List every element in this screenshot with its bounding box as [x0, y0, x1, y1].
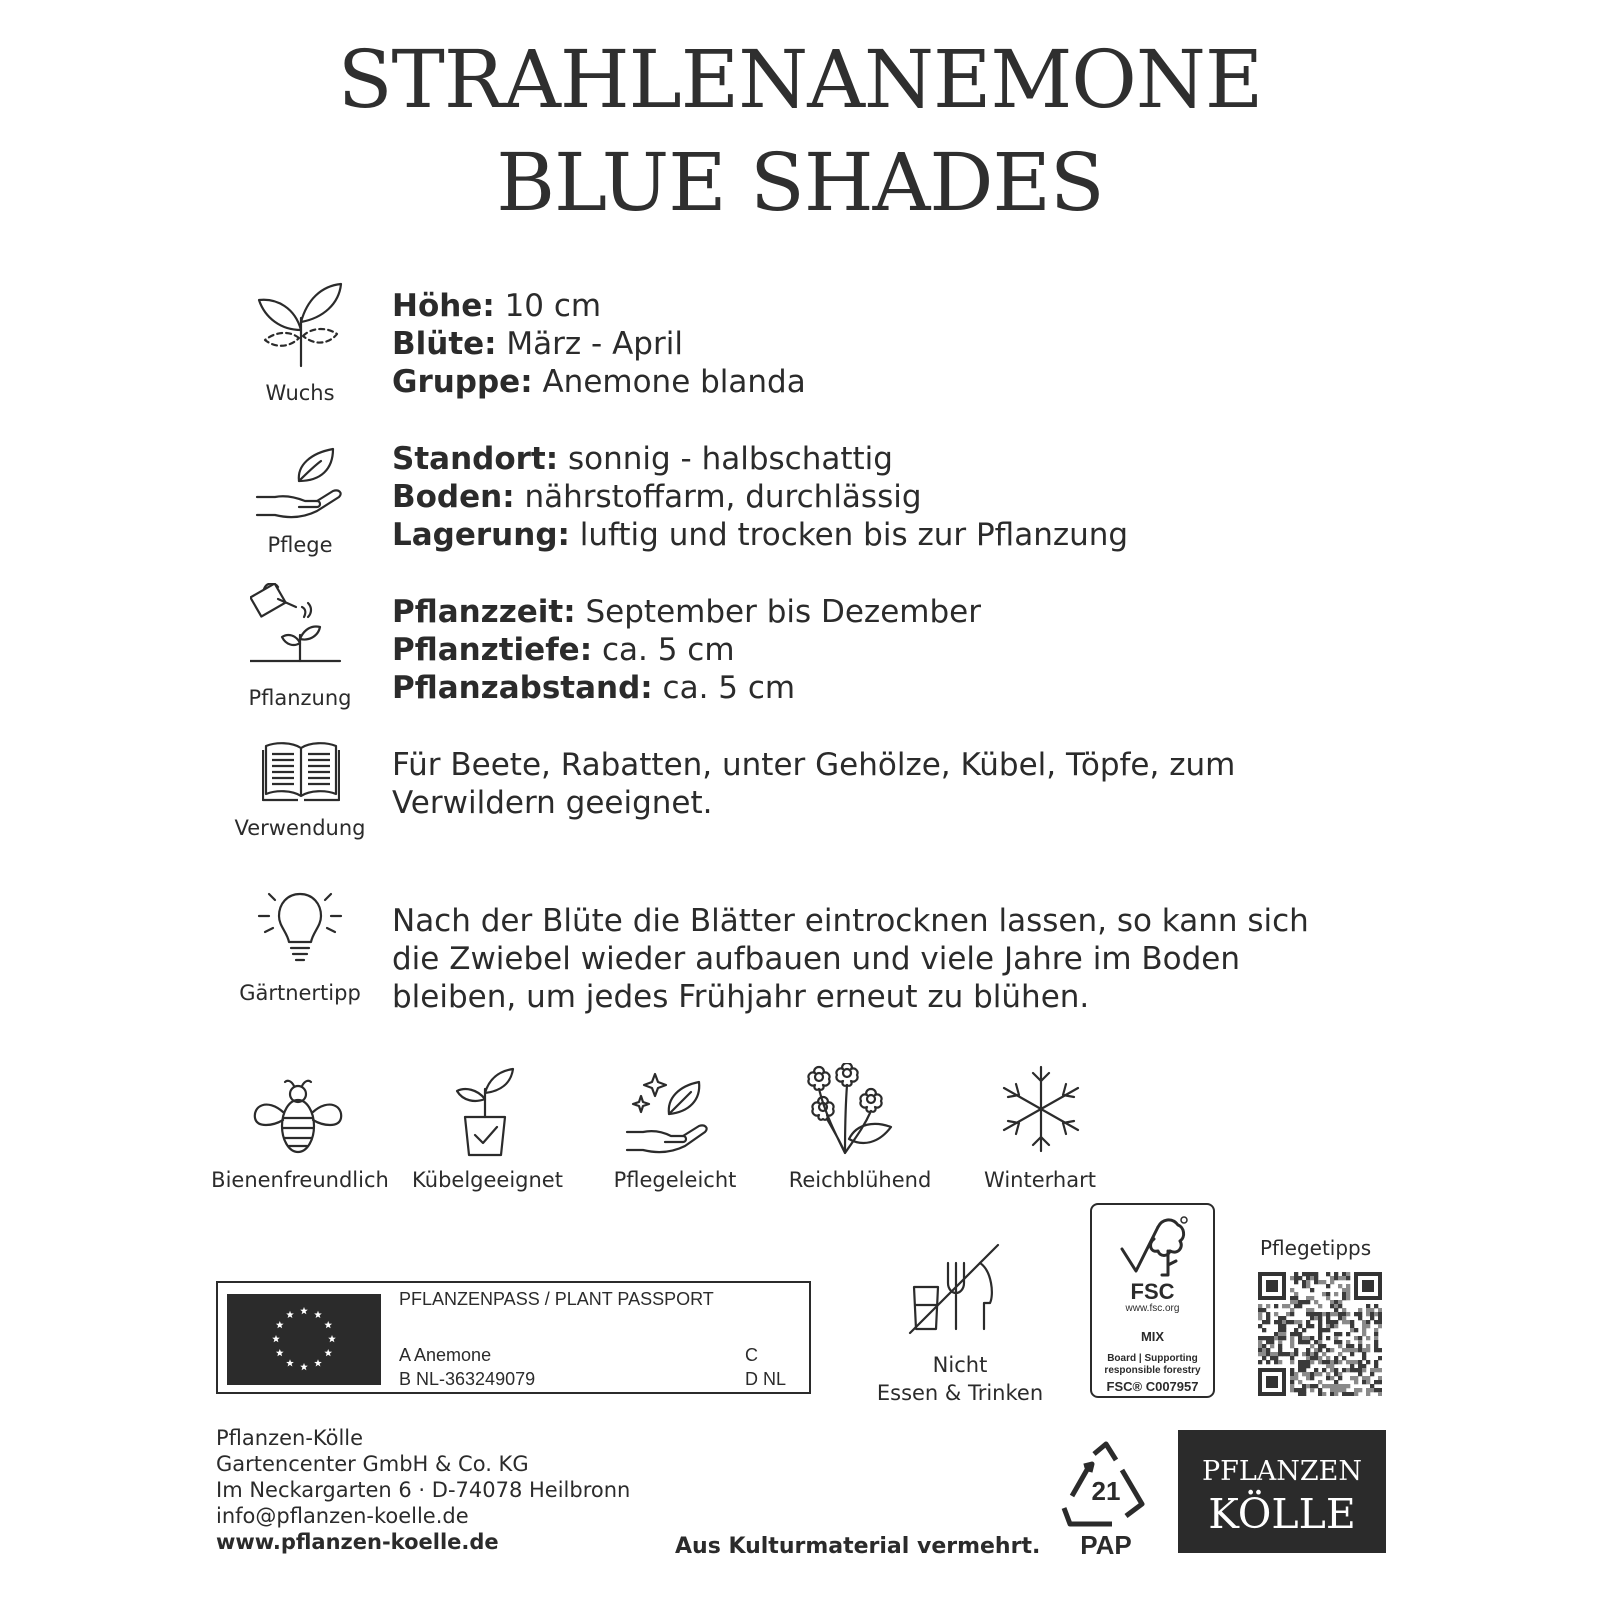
passport-a: A Anemone — [399, 1345, 492, 1365]
brand-logo — [1178, 1430, 1386, 1553]
gaertnertipp-text: Nach der Blüte die Blätter eintrocknen lassen, so kann sich die Zwiebel wieder aufbauen und viele Jahre im Boden bleiben, um jedes Frühjahr erneut zu blühen. — [392, 903, 1309, 1015]
bee-icon — [253, 1078, 343, 1158]
info-row: Standort: sonnig - halbschattig — [392, 441, 893, 477]
fsc-claim2: responsible forestry — [1104, 1365, 1201, 1376]
eu-star-icon — [276, 1349, 284, 1356]
passport-c: C — [745, 1345, 758, 1365]
hand-sparkle-icon — [625, 1068, 710, 1156]
plant-passport — [216, 1281, 811, 1394]
sprout-icon — [255, 278, 345, 368]
potted-plant-icon — [455, 1065, 515, 1157]
info-row: Blüte: März - April — [392, 326, 683, 362]
info-row: Boden: nährstoffarm, durchlässig — [392, 479, 922, 515]
icon-label-pflanzung: Pflanzung — [248, 686, 352, 710]
logo-line2: KÖLLE — [1208, 1490, 1356, 1538]
eu-star-icon — [286, 1359, 294, 1366]
kultur-note: Aus Kulturmaterial vermehrt. — [675, 1534, 1041, 1559]
feature-label: Pflegeleicht — [613, 1168, 737, 1192]
address-line: Pflanzen-Kölle — [216, 1426, 364, 1450]
logo-line1: PFLANZEN — [1201, 1456, 1363, 1487]
warning-line2: Essen & Trinken — [876, 1381, 1044, 1405]
fsc-mix: MIX — [1140, 1329, 1165, 1344]
info-row: Pflanztiefe: ca. 5 cm — [392, 632, 735, 668]
product-title-line2: BLUE SHADES — [496, 136, 1104, 229]
feature-label: Kübelgeeignet — [412, 1168, 563, 1192]
fsc-badge — [1090, 1203, 1215, 1398]
info-wuchs — [392, 287, 806, 401]
eu-star-icon — [324, 1349, 332, 1356]
eu-star-icon — [272, 1335, 280, 1342]
recycle-code: PAP — [1080, 1530, 1132, 1560]
fsc-brand: FSC — [1130, 1279, 1175, 1304]
warning-line1: Nicht — [932, 1353, 988, 1377]
fsc-url: www.fsc.org — [1125, 1303, 1180, 1314]
open-book-icon — [262, 740, 340, 802]
passport-d: D NL — [745, 1369, 787, 1389]
eu-star-icon — [328, 1335, 336, 1342]
eu-star-icon — [314, 1311, 322, 1318]
info-row: Lagerung: luftig und trocken bis zur Pflanzung — [392, 517, 1129, 553]
info-row: Pflanzabstand: ca. 5 cm — [392, 670, 796, 706]
recycling-triangle-icon — [1058, 1440, 1154, 1530]
eu-star-icon — [276, 1321, 284, 1328]
snowflake-icon — [1000, 1065, 1082, 1153]
icon-label-gaertnertipp: Gärtnertipp — [239, 981, 361, 1005]
icon-label-verwendung: Verwendung — [234, 816, 366, 840]
eu-star-icon — [324, 1321, 332, 1328]
feature-label: Bienenfreundlich — [211, 1168, 389, 1192]
feature-label: Reichblühend — [788, 1168, 932, 1192]
lightbulb-icon — [255, 888, 345, 964]
icon-label-pflege: Pflege — [267, 533, 333, 557]
passport-title: PFLANZENPASS / PLANT PASSPORT — [399, 1289, 714, 1309]
hand-leaf-icon — [255, 445, 345, 523]
eu-star-icon — [314, 1359, 322, 1366]
no-eating-drinking-icon — [908, 1243, 1003, 1335]
product-title-line1: STRAHLENANEMONE — [337, 33, 1263, 126]
address-line: info@pflanzen-koelle.de — [216, 1504, 469, 1528]
eu-star-icon — [300, 1307, 308, 1314]
icon-label-wuchs: Wuchs — [265, 381, 335, 405]
info-row: Höhe: 10 cm — [392, 288, 602, 324]
info-pflege — [392, 440, 1128, 554]
feature-label: Winterhart — [984, 1168, 1096, 1192]
fsc-tree-icon — [1118, 1215, 1188, 1279]
info-pflanzung — [392, 593, 981, 707]
flowers-icon — [805, 1063, 895, 1155]
info-row: Pflanzzeit: September bis Dezember — [392, 594, 981, 630]
address-line: Im Neckargarten 6 · D-74078 Heilbronn — [216, 1478, 631, 1502]
recycle-number: 21 — [1091, 1476, 1121, 1506]
eu-flag-icon — [227, 1294, 381, 1385]
qr-label: Pflegetipps — [1260, 1236, 1372, 1260]
fsc-claim1: Board | Supporting — [1107, 1353, 1198, 1364]
info-row: Gruppe: Anemone blanda — [392, 364, 806, 400]
fsc-code: FSC® C007957 — [1106, 1379, 1199, 1394]
eu-star-icon — [286, 1311, 294, 1318]
watering-can-icon — [250, 583, 345, 665]
eu-star-icon — [300, 1363, 308, 1370]
company-address — [216, 1425, 630, 1555]
passport-b: B NL-363249079 — [399, 1369, 536, 1389]
qr-code-icon[interactable] — [1258, 1272, 1382, 1396]
verwendung-text: Für Beete, Rabatten, unter Gehölze, Kübel, Töpfe, zum Verwildern geeignet. — [392, 747, 1236, 821]
address-line: Gartencenter GmbH & Co. KG — [216, 1452, 529, 1476]
website-link[interactable]: www.pflanzen-koelle.de — [216, 1530, 499, 1554]
